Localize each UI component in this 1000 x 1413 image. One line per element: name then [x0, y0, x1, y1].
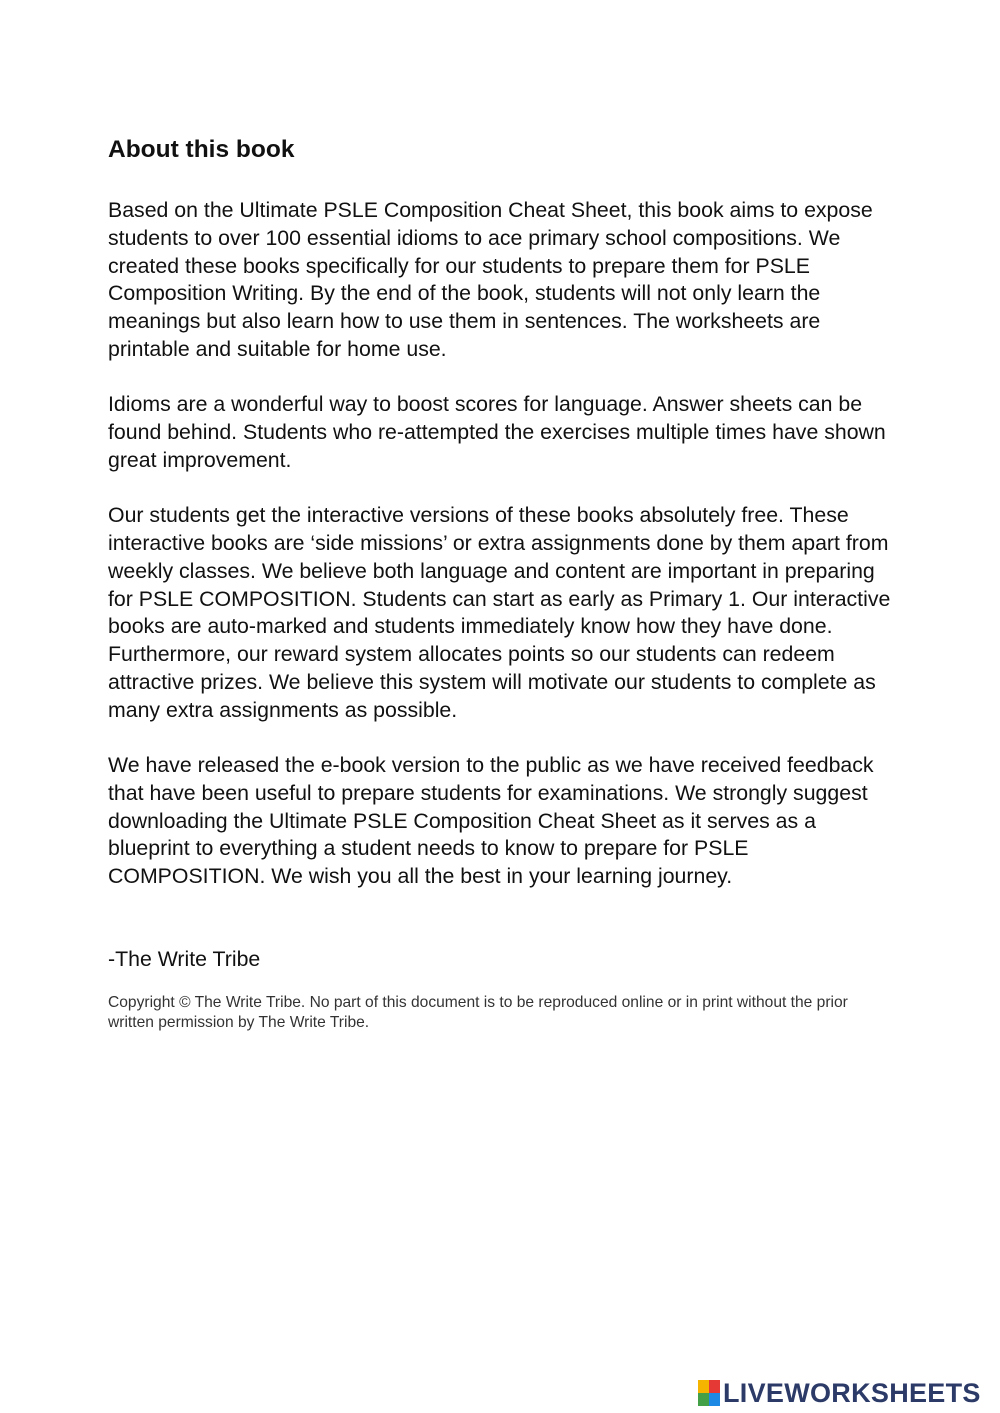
- logo-square-green: [698, 1393, 709, 1406]
- paragraph-interactive: Our students get the interactive versions of these books absolutely free. These interactive books are ‘side missions’ or extra assignments done by them apart from weekly classes. We believe both language and content are important in preparing for PSLE COMPOSITION. Students can start as early as Primary 1. Our interactive books are auto-marked and students immediately know how they have done. Furthermore, our reward system allocates points so our students can redeem attractive prizes. We believe this system will motivate our students to complete as many extra assignments as possible.: [108, 503, 891, 722]
- logo-square-yellow: [698, 1380, 709, 1393]
- copyright-notice: Copyright © The Write Tribe. No part of this document is to be reproduced online or in print without the prior written permission by The Write Tribe.: [108, 994, 848, 1031]
- liveworksheets-watermark: [698, 1378, 981, 1408]
- liveworksheets-logo-icon: [698, 1380, 720, 1406]
- liveworksheets-wordmark: LIVEWORKSHEETS: [723, 1378, 981, 1408]
- document-page: [108, 134, 898, 1032]
- logo-square-blue: [709, 1393, 720, 1406]
- signature: -The Write Tribe: [108, 947, 261, 972]
- page-title: About this book: [108, 136, 295, 163]
- paragraph-intro: Based on the Ultimate PSLE Composition Cheat Sheet, this book aims to expose students to over 100 essential idioms to ace primary school compositions. We created these books specifically for our students to prepare them for PSLE Composition Writing. By the end of the book, students will not only learn the meanings but also learn how to use them in sentences. The worksheets are printable and suitable for home use.: [108, 198, 873, 361]
- paragraph-idioms: Idioms are a wonderful way to boost scores for language. Answer sheets can be found behind. Students who re-attempted the exercises multiple times have shown great improvement.: [108, 392, 886, 472]
- paragraph-ebook: We have released the e-book version to the public as we have received feedback that have been useful to prepare students for examinations. We strongly suggest downloading the Ultimate PSLE Composition Cheat Sheet as it serves as a blueprint to everything a student needs to know to prepare for PSLE COMPOSITION. We wish you all the best in your learning journey.: [108, 753, 874, 889]
- logo-square-red: [709, 1380, 720, 1393]
